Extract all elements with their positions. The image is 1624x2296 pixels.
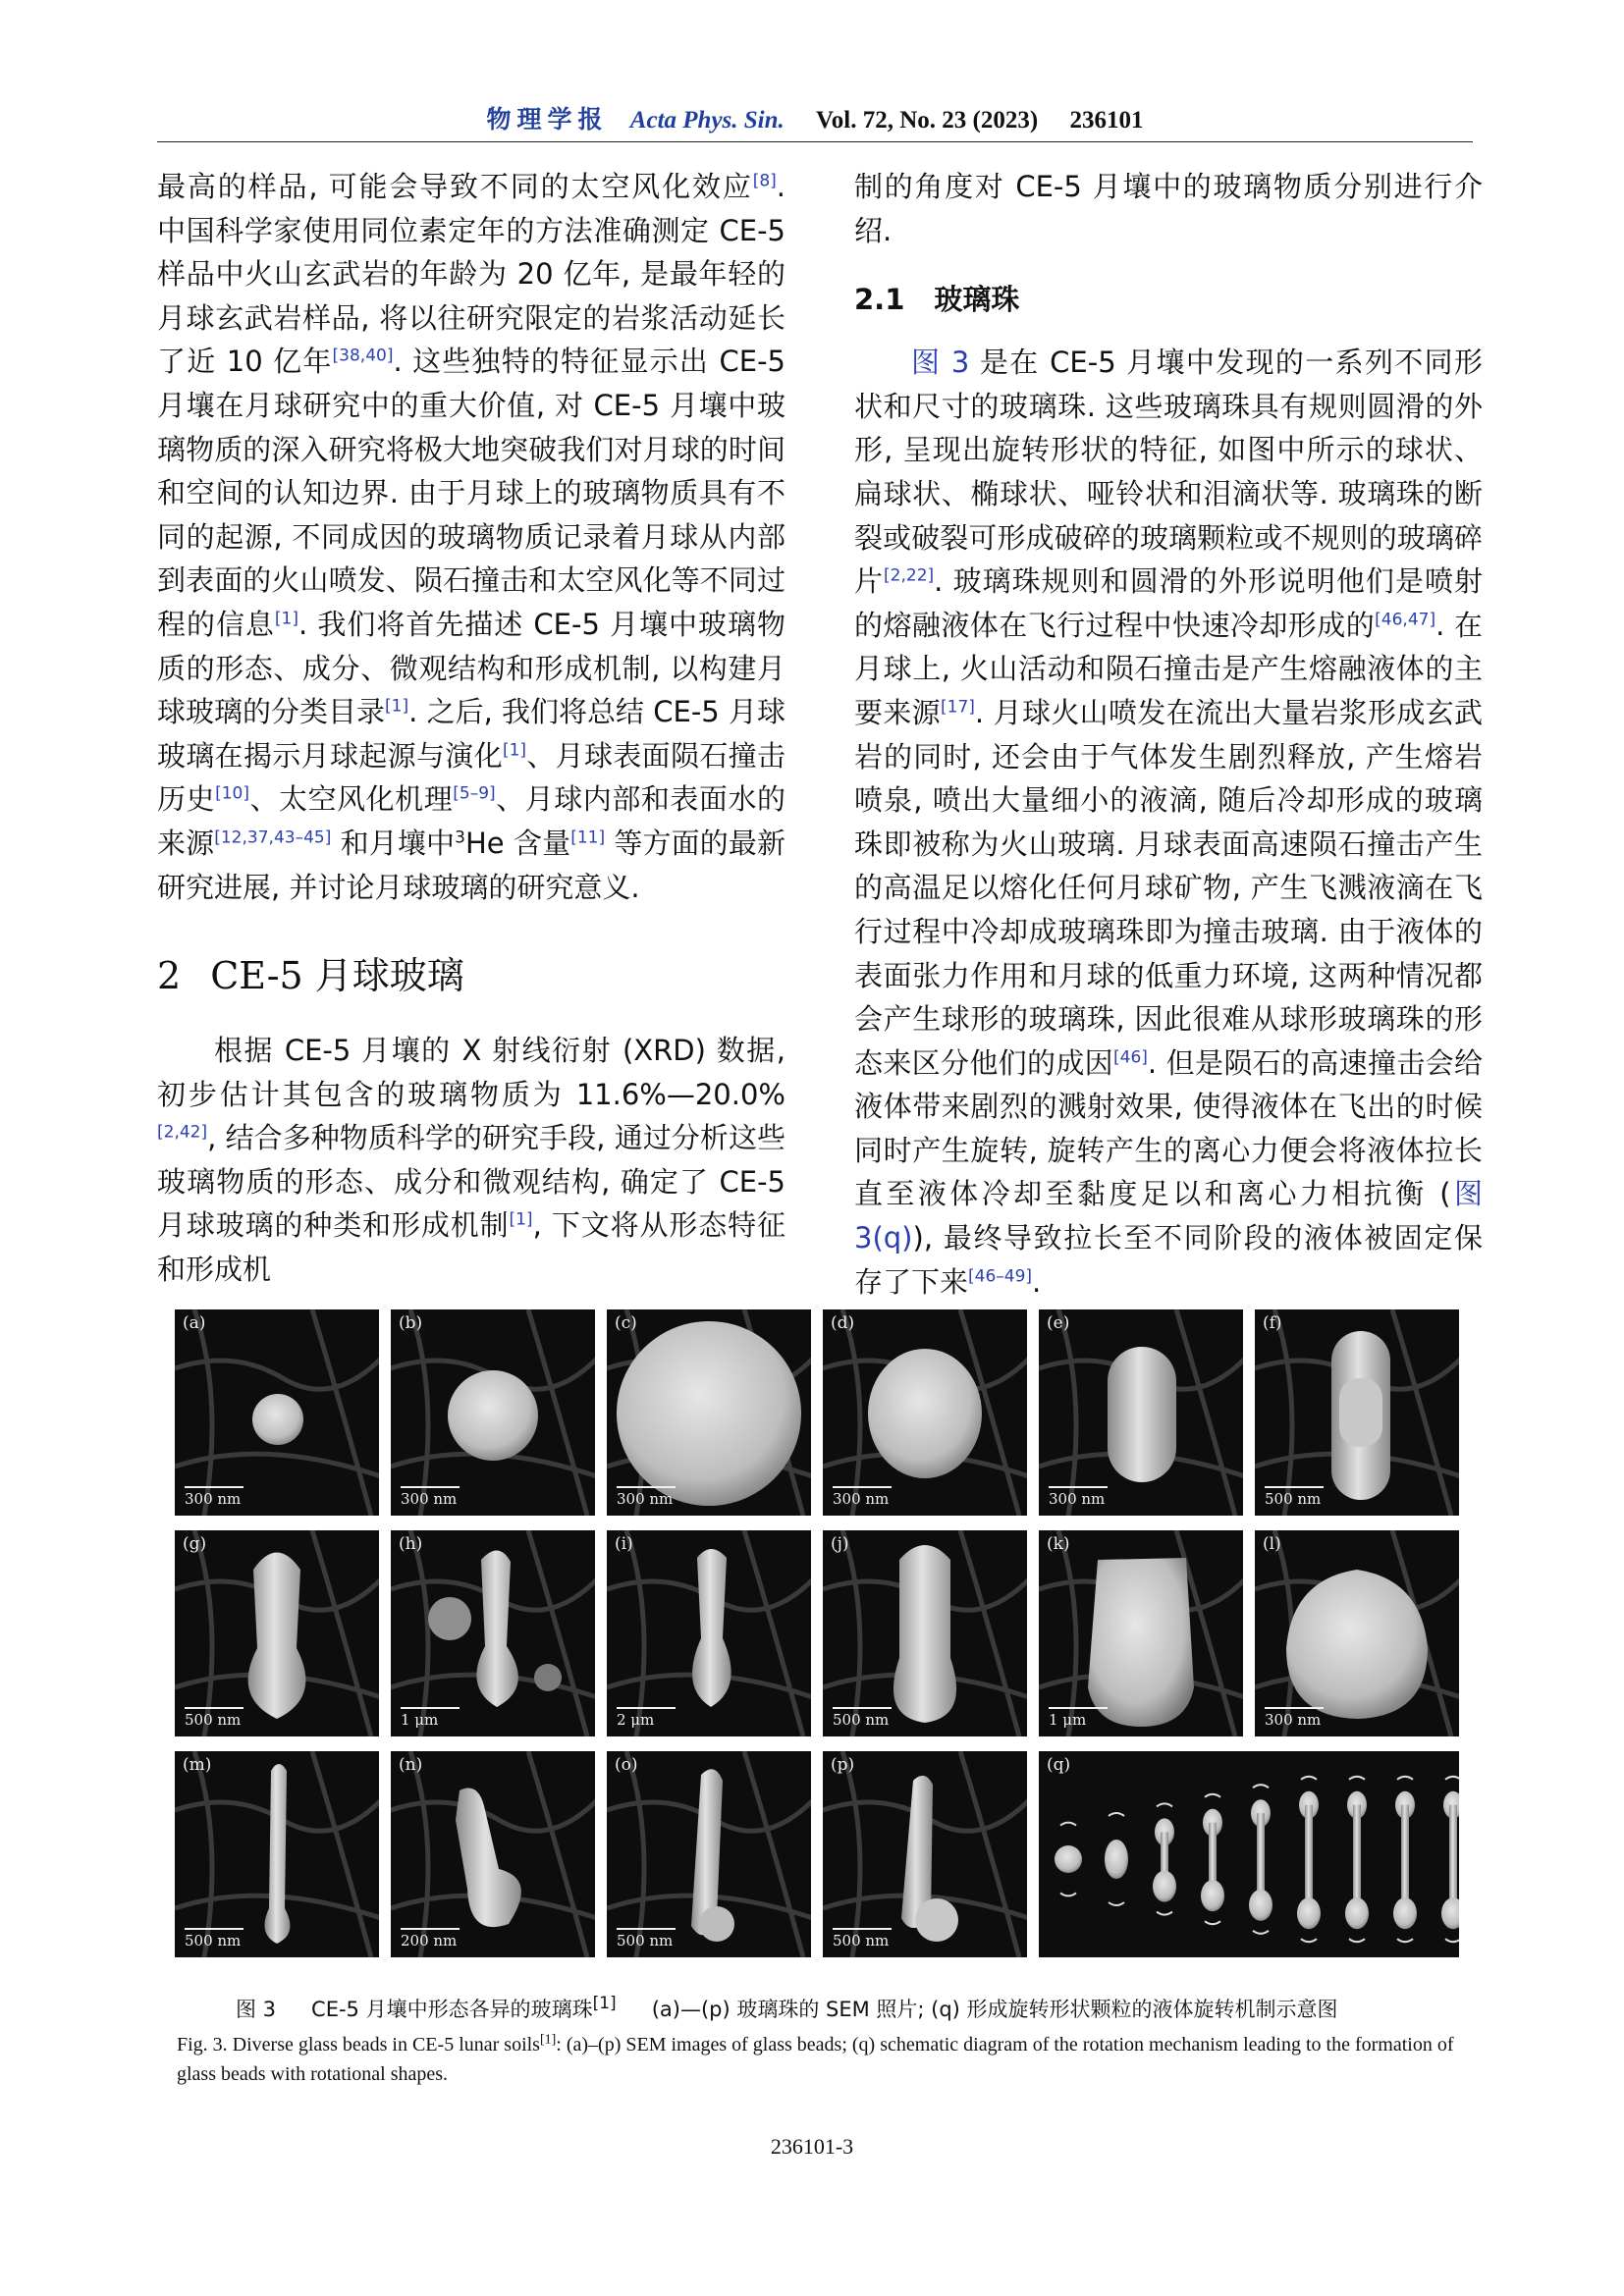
figure-panel bbox=[391, 1530, 595, 1736]
sem-image bbox=[823, 1751, 1027, 1957]
scale-bar: 300 nm bbox=[833, 1486, 892, 1508]
journal-name-cn: 物理学报 bbox=[486, 107, 609, 133]
panel-label: (q) bbox=[1047, 1755, 1071, 1775]
scale-bar: 500 nm bbox=[185, 1928, 244, 1949]
citation[interactable]: [10] bbox=[215, 783, 249, 804]
panel-label: (j) bbox=[831, 1534, 849, 1554]
volume-info: Vol. 72, No. 23 (2023) bbox=[816, 107, 1039, 133]
figure-caption-en: Fig. 3. Diverse glass beads in CE-5 lunar soils[1]: (a)–(p) SEM images of glass beads; (q) schematic diagram of the rotation mechanism leading to the formation of glass beads with rotational shapes. bbox=[177, 2032, 1454, 2085]
scale-bar: 2 μm bbox=[617, 1707, 676, 1729]
sem-image bbox=[823, 1309, 1027, 1516]
citation[interactable]: [1] bbox=[385, 696, 409, 717]
citation[interactable]: [12,37,43–45] bbox=[214, 828, 332, 848]
sem-image bbox=[607, 1751, 811, 1957]
paragraph-continuation: 制的角度对 CE-5 月壤中的玻璃物质分别进行介绍. bbox=[854, 170, 1483, 247]
scale-bar: 500 nm bbox=[833, 1707, 892, 1729]
scale-bar: 500 nm bbox=[1265, 1486, 1324, 1508]
section-title: CE-5 月球玻璃 bbox=[210, 954, 464, 998]
scale-bar: 300 nm bbox=[401, 1486, 460, 1508]
section-number: 2 bbox=[157, 954, 182, 998]
scale-bar: 500 nm bbox=[833, 1928, 892, 1949]
sem-image bbox=[391, 1309, 595, 1516]
section-heading bbox=[157, 952, 785, 999]
subsection-number: 2.1 bbox=[854, 283, 905, 317]
right-column bbox=[854, 165, 1483, 1304]
journal-name-en: Acta Phys. Sin. bbox=[629, 107, 785, 133]
figure-panel bbox=[1039, 1751, 1459, 1957]
figure-caption-cn: 图 3 CE-5 月壤中形态各异的玻璃珠[1] (a)—(p) 玻璃珠的 SEM 照片; (q) 形成旋转形状颗粒的液体旋转机制示意图 bbox=[236, 1994, 1338, 2021]
panel-label: (h) bbox=[399, 1534, 423, 1554]
figure-panel bbox=[607, 1530, 811, 1736]
figure-panel bbox=[391, 1309, 595, 1516]
sem-image bbox=[175, 1309, 379, 1516]
sem-image bbox=[607, 1309, 811, 1516]
scale-bar: 300 nm bbox=[1049, 1486, 1108, 1508]
figure-panel bbox=[823, 1530, 1027, 1736]
panel-label: (f) bbox=[1263, 1313, 1282, 1333]
left-column bbox=[157, 165, 785, 1292]
rotation-schematic-diagram bbox=[1039, 1751, 1459, 1957]
panel-label: (m) bbox=[183, 1755, 212, 1775]
figure-panel bbox=[823, 1309, 1027, 1516]
panel-label: (l) bbox=[1263, 1534, 1281, 1554]
sem-image bbox=[823, 1530, 1027, 1736]
panel-label: (p) bbox=[831, 1755, 855, 1775]
figure-panel bbox=[607, 1751, 811, 1957]
citation[interactable]: [1] bbox=[539, 2032, 557, 2048]
citation[interactable]: [46–49] bbox=[968, 1266, 1033, 1286]
scale-bar: 1 μm bbox=[1049, 1707, 1108, 1729]
panel-label: (n) bbox=[399, 1755, 423, 1775]
subsection-heading bbox=[854, 280, 1483, 319]
scale-bar: 300 nm bbox=[617, 1486, 676, 1508]
figure-panel bbox=[175, 1530, 379, 1736]
scale-bar: 500 nm bbox=[185, 1707, 244, 1729]
figure-panel bbox=[1039, 1530, 1243, 1736]
article-id: 236101 bbox=[1069, 107, 1144, 133]
scale-bar: 1 μm bbox=[401, 1707, 460, 1729]
figure-panel bbox=[175, 1751, 379, 1957]
paragraph-glass-beads: 图 3 是在 CE-5 月壤中发现的一系列不同形状和尺寸的玻璃珠. 这些玻璃珠具有规则圆滑的外形, 呈现出旋转形状的特征, 如图中所示的球状、扁球状、椭球状、哑铃状和泪滴状等. 玻璃珠的断裂或破裂可形成破碎的玻璃颗粒或不规则的玻璃碎片[2,22]. 玻璃珠规则和圆滑的外形说明他们是喷射的熔融液体在飞行过程中快速冷却形成的[46,47]. 在月球上, 火山活动和陨石撞击是产生熔融液体的主要来源[17]. 月球火山喷发在流出大量岩浆形成玄武岩的同时, 还会由于气体发生剧烈释放, 产生熔岩喷泉, 喷出大量细小的液滴, 随后冷却形成的玻璃珠即被称为火山玻璃. 月球表面高速陨石撞击产生的高温足以熔化任何月球矿物, 产生飞溅液滴在飞行过程中冷却成玻璃珠即为撞击玻璃. 由于液体的表面张力作用和月球的低重力环境, 这两种情况都会产生球形的玻璃珠, 因此很难从球形玻璃珠的形态来区分他们的成因[46]. 但是陨石的高速撞击会给液体带来剧烈的溅射效果, 使得液体在飞出的时候同时产生旋转, 旋转产生的离心力便会将液体拉长直至液体冷却至黏度足以和离心力相抗衡 (图 3(q)), 最终导致拉长至不同阶段的液体被固定保存了下来[46–49]. bbox=[854, 346, 1483, 1299]
figure-link[interactable]: 图 3 bbox=[911, 346, 970, 380]
figure-link[interactable]: 图 3(q) bbox=[854, 1177, 1483, 1255]
citation[interactable]: [5–9] bbox=[453, 783, 496, 804]
figure-panel bbox=[175, 1309, 379, 1516]
figure-panel bbox=[1255, 1309, 1459, 1516]
figure-panel bbox=[607, 1309, 811, 1516]
scale-bar: 500 nm bbox=[617, 1928, 676, 1949]
panel-label: (b) bbox=[399, 1313, 423, 1333]
citation[interactable]: [2,42] bbox=[157, 1122, 208, 1143]
sem-image bbox=[175, 1751, 379, 1957]
citation[interactable]: [2,22] bbox=[884, 565, 935, 586]
citation[interactable]: [46,47] bbox=[1375, 610, 1436, 630]
subsection-title: 玻璃珠 bbox=[934, 283, 1020, 317]
panel-label: (o) bbox=[615, 1755, 638, 1775]
sem-image bbox=[391, 1530, 595, 1736]
citation[interactable]: [46] bbox=[1113, 1047, 1148, 1068]
panel-label: (i) bbox=[615, 1534, 633, 1554]
scale-bar: 300 nm bbox=[1265, 1707, 1324, 1729]
panel-label: (a) bbox=[183, 1313, 206, 1333]
sem-image bbox=[391, 1751, 595, 1957]
scale-bar: 200 nm bbox=[401, 1928, 460, 1949]
header-rule bbox=[157, 141, 1473, 142]
citation[interactable]: [1] bbox=[509, 1209, 533, 1230]
figure-panel bbox=[823, 1751, 1027, 1957]
sem-image bbox=[607, 1530, 811, 1736]
sem-image bbox=[1255, 1309, 1459, 1516]
panel-label: (c) bbox=[615, 1313, 637, 1333]
sem-image bbox=[175, 1530, 379, 1736]
panel-label: (e) bbox=[1047, 1313, 1070, 1333]
figure-panel bbox=[1255, 1530, 1459, 1736]
citation[interactable]: [1] bbox=[502, 740, 527, 761]
scale-bar: 300 nm bbox=[185, 1486, 244, 1508]
citation[interactable]: [8] bbox=[752, 171, 777, 191]
panel-label: (k) bbox=[1047, 1534, 1070, 1554]
paragraph-intro-end: 最高的样品, 可能会导致不同的太空风化效应[8]. 中国科学家使用同位素定年的方法准确测定 CE-5 样品中火山玄武岩的年龄为 20 亿年, 是最年轻的月球玄武岩样品, 将以往研究限定的岩浆活动延长了近 10 亿年[38,40]. 这些独特的特征显示出 CE-5 月壤在月球研究中的重大价值, 对 CE-5 月壤中玻璃物质的深入研究将极大地突破我们对月球的时间和空间的认知边界. 由于月球上的玻璃物质具有不同的起源, 不同成因的玻璃物质记录着月球从内部到表面的火山喷发、陨石撞击和太空风化等不同过程的信息[1]. 我们将首先描述 CE-5 月壤中玻璃物质的形态、成分、微观结构和形成机制, 以构建月球玻璃的分类目录[1]. 之后, 我们将总结 CE-5 月球玻璃在揭示月球起源与演化[1]、月球表面陨石撞击历史[10]、太空风化机理[5–9]、月球内部和表面水的来源[12,37,43–45] 和月壤中$^3$He 含量[11] 等方面的最新研究进展, 并讨论月球玻璃的研究意义. bbox=[157, 170, 785, 904]
panel-label: (g) bbox=[183, 1534, 207, 1554]
figure-panel bbox=[391, 1751, 595, 1957]
figure-panel bbox=[1039, 1309, 1243, 1516]
isotope-superscript: 3 bbox=[455, 828, 465, 848]
sem-image bbox=[1039, 1309, 1243, 1516]
citation[interactable]: [1] bbox=[274, 609, 298, 629]
panel-label: (d) bbox=[831, 1313, 855, 1333]
running-header bbox=[157, 100, 1473, 135]
sem-image bbox=[1255, 1530, 1459, 1736]
page-number: 236101-3 bbox=[770, 2134, 854, 2159]
citation[interactable]: [38,40] bbox=[332, 346, 394, 366]
citation[interactable]: [17] bbox=[941, 697, 975, 718]
sem-image bbox=[1039, 1530, 1243, 1736]
citation[interactable]: [11] bbox=[570, 828, 606, 848]
paragraph-xrd: 根据 CE-5 月壤的 X 射线衍射 (XRD) 数据, 初步估计其包含的玻璃物质为 11.6%—20.0%[2,42], 结合多种物质科学的研究手段, 通过分析这些玻璃物质的形态、成分和微观结构, 确定了 CE-5 月球玻璃的种类和形成机制[1], 下文将从形态特征和形成机 bbox=[157, 1034, 785, 1287]
citation[interactable]: [1] bbox=[592, 1994, 617, 2013]
